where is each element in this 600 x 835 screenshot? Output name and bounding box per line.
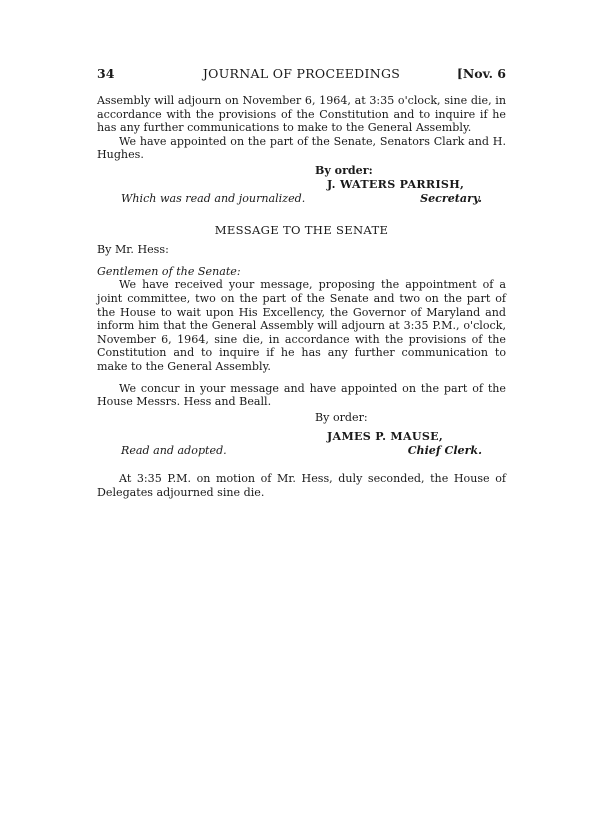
closing-paragraph: At 3:35 P.M. on motion of Mr. Hess, duly seconded, the House of Delegates adjourned sine die. xyxy=(97,472,506,499)
adoption-note: Read and adopted. xyxy=(121,444,227,458)
page-body xyxy=(97,94,506,499)
signer-title: Chief Clerk. xyxy=(407,444,482,458)
by-order-label: By order: xyxy=(315,410,368,424)
concur-paragraph: We concur in your message and have appointed on the part of the House Messrs. Hess and Beall. xyxy=(97,381,506,409)
signature-block-secretary xyxy=(97,177,506,206)
section-heading: MESSAGE TO THE SENATE xyxy=(214,222,389,237)
message-author: By Mr. Hess: xyxy=(97,243,169,257)
header-date: [Nov. 6 xyxy=(456,66,506,81)
continuation-paragraph: Assembly will adjourn on November 6, 1964, at 3:35 o'clock, sine die, in accordance with the provisions of the Constitution and to inquire if he has any further communications to make to the General Assembly. xyxy=(97,94,506,135)
by-order-label: By order: xyxy=(315,163,373,177)
signer-name: JAMES P. MAUSE, xyxy=(327,430,444,444)
message-paragraph: We have received your message, proposing the appointment of a joint committee, two on the part of the Senate and two on the part of the House to wait upon His Excellency, the Governor of Maryland and inform him that the General Assembly will adjourn at 3:35 P.M., o'clock, November 6, 1964, sine die, in accordance with the provisions of the Constitution and to inquire if he has any further communication to make to the General Assembly. xyxy=(97,278,506,373)
running-header xyxy=(97,66,506,82)
signer-title: Secretary. xyxy=(420,191,482,205)
journal-note: Which was read and journalized. xyxy=(121,191,306,205)
salutation: Gentlemen of the Senate: xyxy=(97,264,241,278)
page-number: 34 xyxy=(97,66,115,81)
running-title: JOURNAL OF PROCEEDINGS xyxy=(202,66,401,81)
senate-appointment-paragraph: We have appointed on the part of the Senate, Senators Clark and H. Hughes. xyxy=(97,134,506,162)
signature-block-clerk xyxy=(97,430,506,458)
signer-name: J. WATERS PARRISH, xyxy=(327,177,465,191)
